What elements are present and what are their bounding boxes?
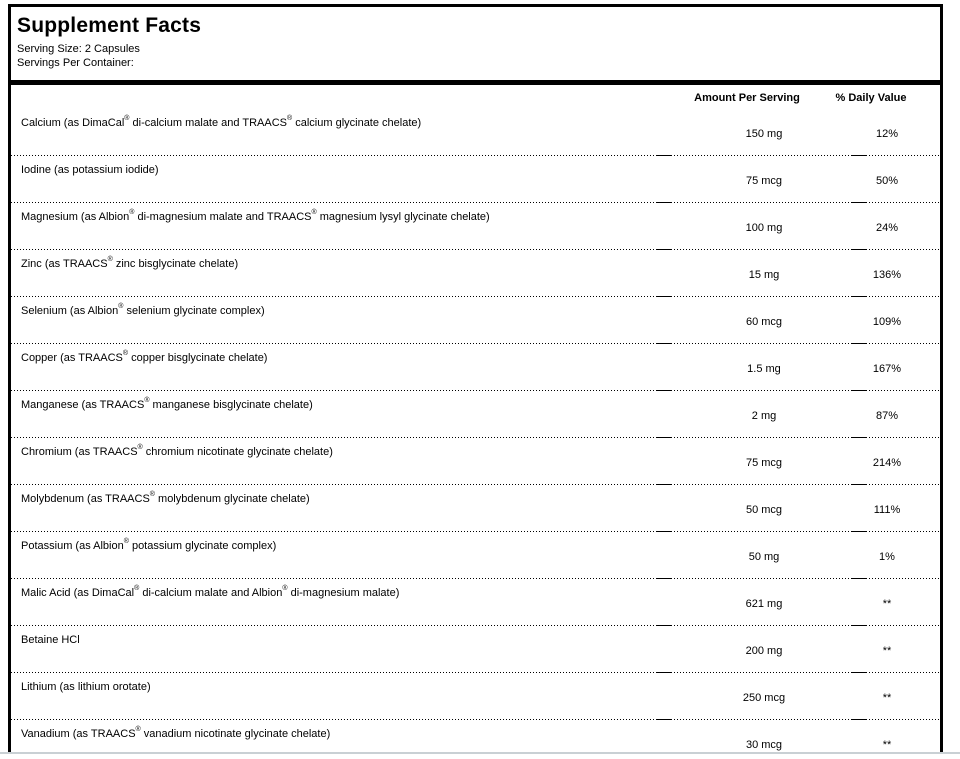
ingredient-name: Malic Acid (as DimaCal® di-calcium malate and Albion® di-magnesium malate) — [21, 585, 400, 599]
table-row — [11, 202, 940, 249]
amount-per-serving-value: 150 mg — [745, 128, 783, 140]
amount-per-serving-value: 250 mcg — [742, 692, 786, 704]
supplement-facts-panel — [8, 4, 943, 752]
percent-daily-value: 24% — [875, 222, 899, 234]
percent-daily-value: 87% — [875, 410, 899, 422]
amount-per-serving-value: 75 mcg — [745, 457, 783, 469]
ingredient-name: Molybdenum (as TRAACS® molybdenum glycinate chelate) — [21, 491, 310, 505]
registered-trademark-symbol: ® — [137, 444, 143, 452]
table-row — [11, 625, 940, 672]
registered-trademark-symbol: ® — [149, 491, 155, 499]
amount-per-serving-value: 50 mg — [748, 551, 780, 563]
percent-daily-value: 136% — [872, 269, 902, 281]
percent-daily-value: 50% — [875, 175, 899, 187]
table-row — [11, 390, 940, 437]
registered-trademark-symbol: ® — [311, 209, 317, 217]
ingredient-name: Betaine HCl — [21, 634, 80, 646]
percent-daily-value: ** — [882, 645, 892, 657]
percent-daily-value: 1% — [879, 551, 895, 563]
ingredient-name: Iodine (as potassium iodide) — [21, 164, 159, 176]
servings-per-container-text: Servings Per Container: — [17, 57, 134, 69]
registered-trademark-symbol: ® — [124, 115, 130, 123]
table-row — [11, 578, 940, 625]
amount-per-serving-value: 30 mcg — [745, 739, 783, 751]
table-row — [11, 296, 940, 343]
table-row — [11, 719, 940, 752]
amount-per-serving-value: 200 mg — [745, 645, 783, 657]
percent-daily-value: 111% — [873, 504, 901, 516]
percent-daily-value: 109% — [872, 316, 902, 328]
table-row — [11, 484, 940, 531]
percent-daily-value: ** — [882, 739, 892, 751]
percent-daily-value: 12% — [875, 128, 899, 140]
amount-per-serving-value: 75 mcg — [745, 175, 783, 187]
ingredient-name: Chromium (as TRAACS® chromium nicotinate glycinate chelate) — [21, 444, 333, 458]
percent-daily-value: 167% — [872, 363, 902, 375]
table-row — [11, 437, 940, 484]
registered-trademark-symbol: ® — [107, 256, 113, 264]
facts-table — [11, 108, 940, 752]
amount-per-serving-value: 100 mg — [745, 222, 783, 234]
table-row — [11, 108, 940, 155]
ingredient-name: Calcium (as DimaCal® di-calcium malate and TRAACS® calcium glycinate chelate) — [21, 115, 422, 129]
amount-per-serving-value: 50 mcg — [745, 504, 783, 516]
ingredient-name: Copper (as TRAACS® copper bisglycinate chelate) — [21, 350, 268, 364]
registered-trademark-symbol: ® — [282, 585, 288, 593]
column-header-percent-daily-value: % Daily Value — [835, 92, 907, 104]
serving-size-text: Serving Size: 2 Capsules — [17, 43, 140, 55]
percent-daily-value: ** — [882, 692, 892, 704]
table-row — [11, 672, 940, 719]
ingredient-name: Vanadium (as TRAACS® vanadium nicotinate glycinate chelate) — [21, 726, 331, 740]
registered-trademark-symbol: ® — [129, 209, 135, 217]
amount-per-serving-value: 60 mcg — [745, 316, 783, 328]
amount-per-serving-value: 1.5 mg — [747, 363, 781, 375]
registered-trademark-symbol: ® — [134, 585, 140, 593]
ingredient-name: Potassium (as Albion® potassium glycinate complex) — [21, 538, 277, 552]
amount-per-serving-value: 621 mg — [745, 598, 783, 610]
ingredient-name: Zinc (as TRAACS® zinc bisglycinate chelate) — [21, 256, 239, 270]
registered-trademark-symbol: ® — [287, 115, 293, 123]
thick-divider-bar — [11, 80, 940, 85]
table-row — [11, 531, 940, 578]
panel-title: Supplement Facts — [17, 14, 202, 37]
registered-trademark-symbol: ® — [144, 397, 150, 405]
percent-daily-value: 214% — [872, 457, 902, 469]
ingredient-name: Selenium (as Albion® selenium glycinate complex) — [21, 303, 265, 317]
amount-per-serving-value: 15 mg — [748, 269, 780, 281]
registered-trademark-symbol: ® — [122, 350, 129, 358]
amount-per-serving-value: 2 mg — [751, 410, 777, 422]
registered-trademark-symbol: ® — [135, 726, 141, 734]
page-bottom-edge-line — [0, 752, 960, 754]
percent-daily-value: ** — [882, 598, 892, 610]
table-row — [11, 343, 940, 390]
ingredient-name: Lithium (as lithium orotate) — [21, 681, 151, 693]
registered-trademark-symbol: ® — [123, 538, 129, 546]
ingredient-name: Manganese (as TRAACS® manganese bisglycinate chelate) — [21, 397, 313, 411]
registered-trademark-symbol: ® — [118, 303, 124, 311]
table-row — [11, 155, 940, 202]
table-row — [11, 249, 940, 296]
ingredient-name: Magnesium (as Albion® di-magnesium malate and TRAACS® magnesium lysyl glycinate chelate) — [21, 209, 490, 223]
column-header-amount-per-serving: Amount Per Serving — [694, 92, 800, 104]
